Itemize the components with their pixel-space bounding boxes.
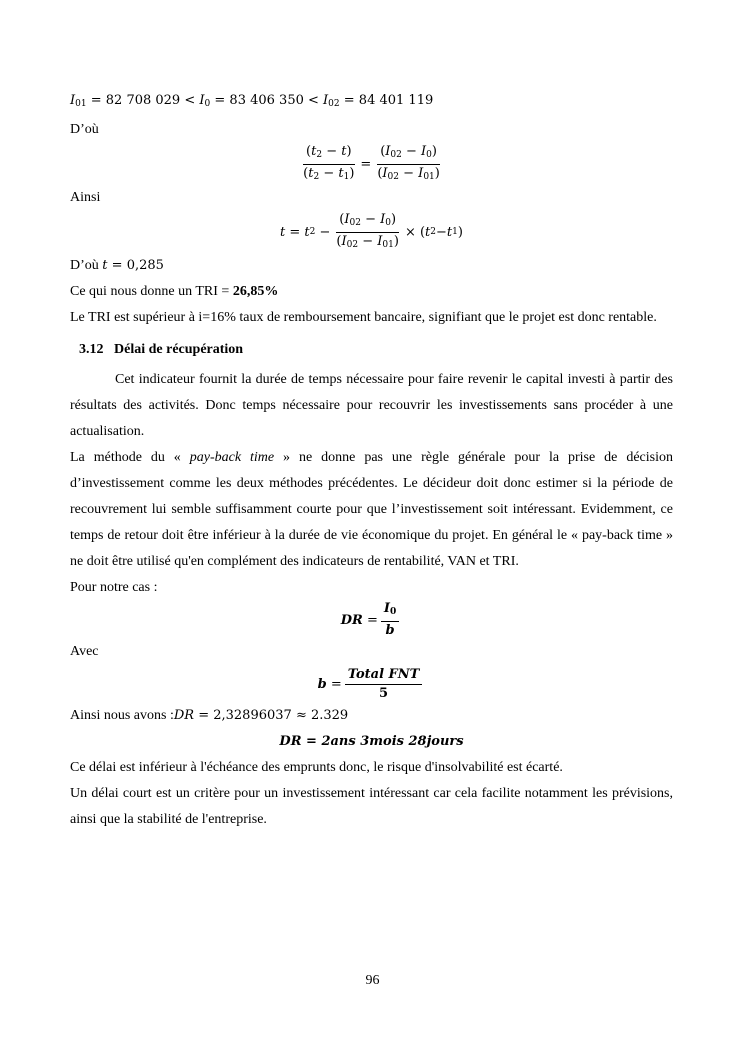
- dr-value-line: Ainsi nous avons :DR = 2,32896037 ≈ 2.329: [70, 708, 349, 723]
- ainsi-label: Ainsi: [70, 190, 101, 205]
- paragraph-payback: La méthode du « pay-back time » ne donne pas une règle générale pour la prise de décision d’investissement comme les deux méthodes précédentes. Le décideur doit donc estimer si la période de recouvrement lui semble suffisamment courte pour que l’investissement soit intéressant. Evidemment, ce temps de retour doit être inférieur à la durée de vie économique du projet. En général le « pay-back time » ne doit être utilisé qu'en complément des indicateurs de rentabilité, VAN et TRI.: [70, 450, 673, 569]
- paragraph-delai: Ce délai est inférieur à l'échéance des emprunts donc, le risque d'insolvabilité est écarté.: [70, 760, 563, 775]
- i0-value: 83 406 350: [229, 93, 304, 108]
- dr-result: DR = 2ans 3mois 28jours: [279, 734, 464, 749]
- tri-value: 26,85%: [232, 284, 279, 299]
- dr-result-value: 2ans 3mois 28jours: [321, 734, 464, 749]
- pour-notre-cas: Pour notre cas :: [70, 580, 158, 595]
- dr-value: 2,32896037: [213, 708, 292, 723]
- avec-label: Avec: [70, 644, 99, 659]
- page-number: 96: [365, 973, 380, 988]
- paragraph-indicator: Cet indicateur fournit la durée de temps nécessaire pour faire revenir le capital investi à partir des résultats des activités. Donc temps nécessaire pour recouvrir les investissements sans procéder à une actualisation.: [70, 372, 673, 439]
- b-formula: b = $\frac{\text{Total FNT}}{5}$: [70, 665, 673, 703]
- npv-inequality: $I_{01} = 82$ 708 $029 < I_0 = 83$ 406 $350 < I_{02} = 84$ 401 119: [70, 93, 434, 109]
- page-content: [70, 88, 673, 833]
- t-result: D’où t = 0,285: [70, 258, 164, 273]
- interpolation-equation: $\frac{(t_2 - t)}{(t_2 - t_1)}$ = $\frac{(I_{02} - I_0)}{(I_{02} - I_{01})}$: [303, 143, 440, 182]
- t-value: 0,285: [126, 258, 164, 273]
- b-denominator: 5: [379, 685, 389, 701]
- section-number: 3.12: [79, 342, 104, 357]
- dr-approx: 2.329: [310, 708, 349, 723]
- b-numerator: Total FNT: [345, 667, 423, 685]
- i01-value: 82 708 029: [105, 93, 181, 108]
- dou-label: D’où: [70, 122, 99, 137]
- dr-formula: DR = $\frac{I_0}{b}$: [70, 601, 673, 639]
- tri-result: Ce qui nous donne un TRI = 26,85%: [70, 284, 279, 299]
- section-heading: [79, 337, 673, 363]
- paragraph-conclusion: Un délai court est un critère pour un investissement intéressant car cela facilite notamment les prévisions, ainsi que la stabilité de l'entreprise.: [70, 786, 673, 827]
- i02-value: 84 401 119: [358, 93, 434, 108]
- tri-paragraph: Le TRI est supérieur à i=16% taux de remboursement bancaire, signifiant que le projet est donc rentable.: [70, 310, 657, 325]
- t-equation: t = t 2 − $\frac{(I_{02} - I_0)}{(I_{02} - I_{01})}$ × ( t 2 − t 1 ): [280, 211, 463, 250]
- section-title: Délai de récupération: [114, 342, 244, 357]
